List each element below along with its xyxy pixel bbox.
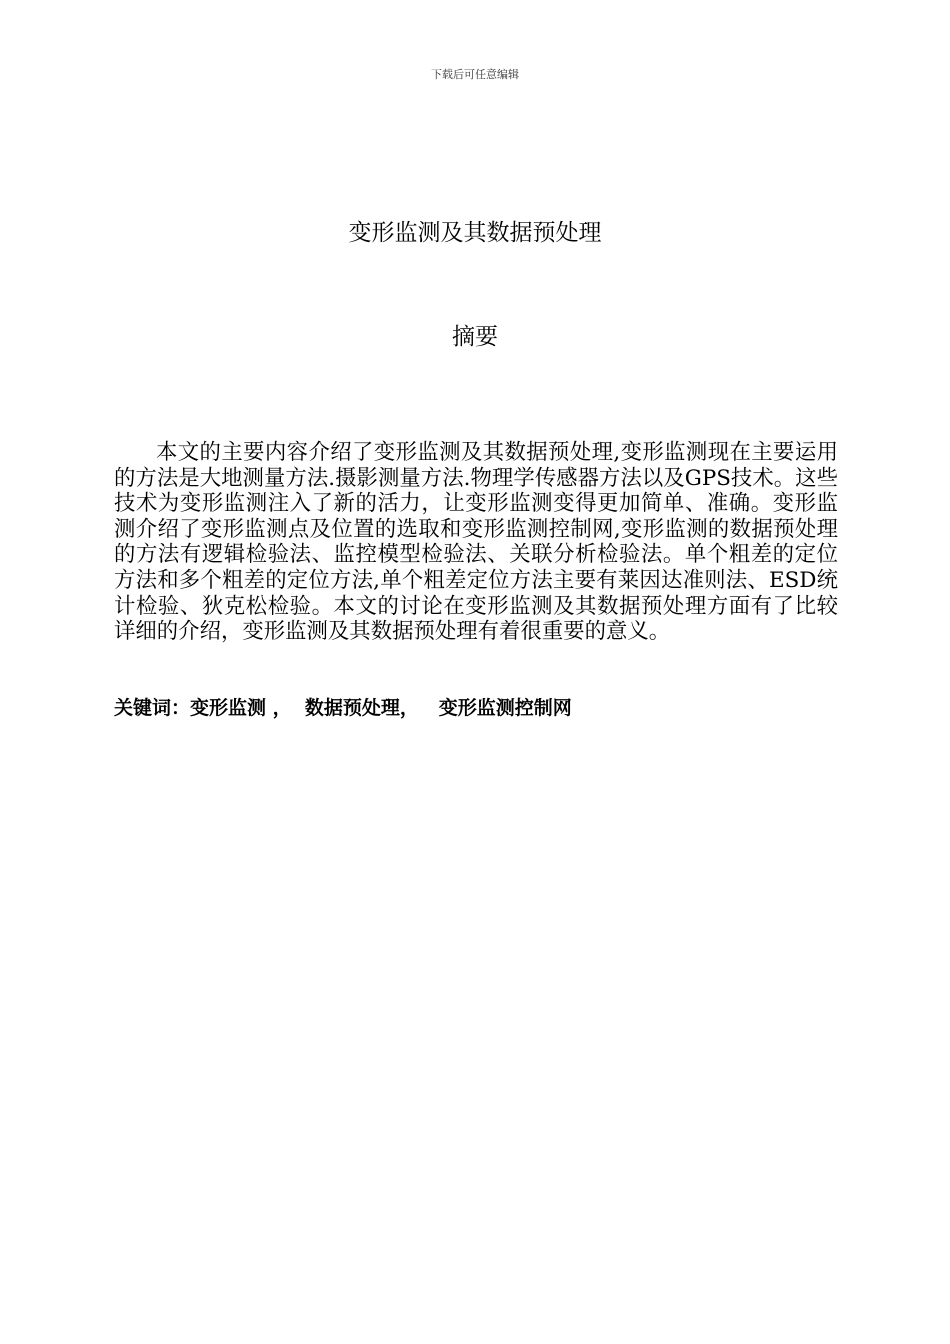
abstract-paragraph: 本文的主要内容介绍了变形监测及其数据预处理,变形监测现在主要运用的方法是大地测量方法.摄影测量方法.物理学传感器方法以及GPS技术。这些技术为变形监测注入了新的活力，让变形监测变得更加简单、准确。变形监测介绍了变形监测点及位置的选取和变形监测控制网,变形监测的数据预处理的方法有逻辑检验法、监控模型检验法、关联分析检验法。单个粗差的定位方法和多个粗差的定位方法,单个粗差定位方法主要有莱因达准则法、ESD统计检验、狄克松检验。本文的讨论在变形监测及其数据预处理方面有了比较详细的介绍，变形监测及其数据预处理有着很重要的意义。 [114,440,838,645]
page-header-note: 下载后可任意编辑 [431,68,519,81]
abstract-heading: 摘要 [452,324,498,350]
document-title: 变形监测及其数据预处理 [348,220,602,246]
keywords-line: 关键词：变形监测 ， 数据预处理， 变形监测控制网 [114,697,572,719]
